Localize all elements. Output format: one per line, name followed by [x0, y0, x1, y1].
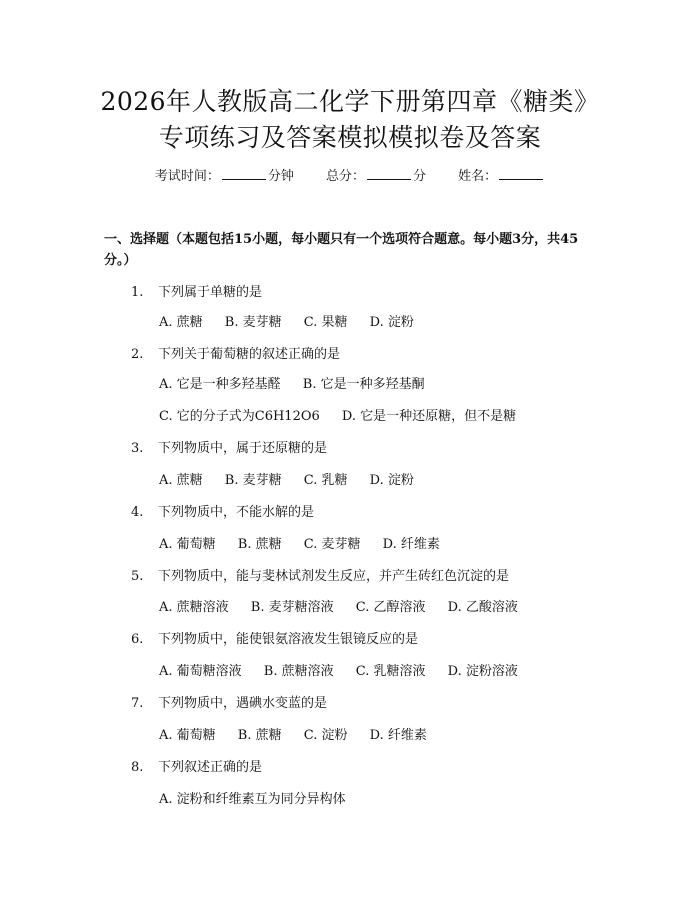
question-text: 下列叙述正确的是 [158, 760, 263, 775]
option-b: B. 蔗糖 [237, 728, 282, 743]
question-number: 5. [131, 569, 144, 584]
question-number: 6. [131, 632, 144, 647]
question-number: 7. [131, 696, 144, 711]
question-5-options [159, 598, 518, 618]
question-4-options [159, 535, 440, 555]
option-a: A. 蔗糖 [159, 315, 203, 330]
option-d: D. 纤维素 [382, 537, 440, 552]
option-c: C. 果糖 [303, 315, 348, 330]
option-b: B. 麦芽糖 [224, 473, 282, 488]
question-6-options [159, 662, 518, 682]
question-text: 下列属于单糖的是 [158, 285, 263, 300]
option-c: C. 乙醇溶液 [355, 600, 426, 615]
question-text: 下列物质中，能使银氨溶液发生银镜反应的是 [158, 632, 419, 647]
question-number: 4. [131, 505, 144, 520]
exam-time-field [155, 169, 298, 184]
option-d: D. 淀粉 [369, 473, 414, 488]
exam-info-row [0, 166, 700, 187]
question-3-options [159, 471, 414, 491]
total-score-label: 总分： [325, 169, 365, 184]
option-c: C. 它的分子式为C6H12O6 [159, 409, 320, 424]
question-8 [131, 758, 262, 778]
option-b: B. 它是一种多羟基酮 [302, 377, 425, 392]
student-name-field [458, 169, 545, 184]
option-c: C. 乳糖溶液 [355, 664, 426, 679]
option-d: D. 乙酸溶液 [447, 600, 518, 615]
section-heading: 一、选择题（本题包括15小题，每小题只有一个选项符合题意。每小题3分，共45分。） [104, 232, 579, 268]
exam-time-unit: 分钟 [267, 169, 294, 184]
option-d: D. 淀粉溶液 [447, 664, 518, 679]
option-a: A. 它是一种多羟基醛 [159, 377, 281, 392]
option-a: A. 葡萄糖 [159, 728, 216, 743]
question-text: 下列物质中，能与斐林试剂发生反应，并产生砖红色沉淀的是 [158, 569, 510, 584]
question-4 [131, 503, 314, 523]
question-8-options [159, 790, 346, 810]
question-number: 1. [131, 285, 144, 300]
question-7-options [159, 726, 427, 746]
option-a: A. 葡萄糖 [159, 537, 216, 552]
option-a: A. 葡萄糖溶液 [159, 664, 242, 679]
question-3 [131, 439, 327, 459]
option-a: A. 淀粉和纤维素互为同分异构体 [159, 792, 346, 807]
total-score-field [326, 169, 430, 184]
option-c: C. 麦芽糖 [303, 537, 361, 552]
option-c: C. 乳糖 [303, 473, 348, 488]
page-title-line-2: 专项练习及答案模拟模拟卷及答案 [158, 123, 542, 152]
option-b: B. 麦芽糖溶液 [250, 600, 334, 615]
option-d: D. 纤维素 [369, 728, 427, 743]
option-d: D. 淀粉 [369, 315, 414, 330]
option-d: D. 它是一种还原糖，但不是糖 [341, 409, 517, 424]
question-text: 下列物质中，属于还原糖的是 [158, 441, 328, 456]
question-number: 2. [131, 347, 144, 362]
question-6 [131, 630, 418, 650]
question-2-options-row-2 [159, 407, 516, 427]
question-number: 3. [131, 441, 144, 456]
option-b: B. 麦芽糖 [224, 315, 282, 330]
question-text: 下列物质中，遇碘水变蓝的是 [158, 696, 328, 711]
student-name-blank [499, 166, 543, 180]
question-2-options-row-1 [159, 375, 425, 395]
exam-time-blank [222, 166, 266, 180]
question-1 [131, 283, 262, 303]
option-c: C. 淀粉 [303, 728, 348, 743]
student-name-label: 姓名： [458, 169, 498, 184]
question-number: 8. [131, 760, 144, 775]
question-text: 下列关于葡萄糖的叙述正确的是 [158, 347, 341, 362]
option-b: B. 蔗糖溶液 [263, 664, 334, 679]
option-a: A. 蔗糖 [159, 473, 203, 488]
question-5 [131, 567, 509, 587]
page-title-line-1: 2026年人教版高二化学下册第四章《糖类》 [100, 87, 600, 116]
exam-time-label: 考试时间： [154, 169, 220, 184]
question-text: 下列物质中，不能水解的是 [158, 505, 315, 520]
option-b: B. 蔗糖 [237, 537, 282, 552]
question-1-options [159, 313, 414, 333]
option-a: A. 蔗糖溶液 [159, 600, 229, 615]
question-2 [131, 345, 340, 365]
total-score-blank [367, 166, 411, 180]
question-7 [131, 694, 327, 714]
total-score-unit: 分 [413, 169, 427, 184]
